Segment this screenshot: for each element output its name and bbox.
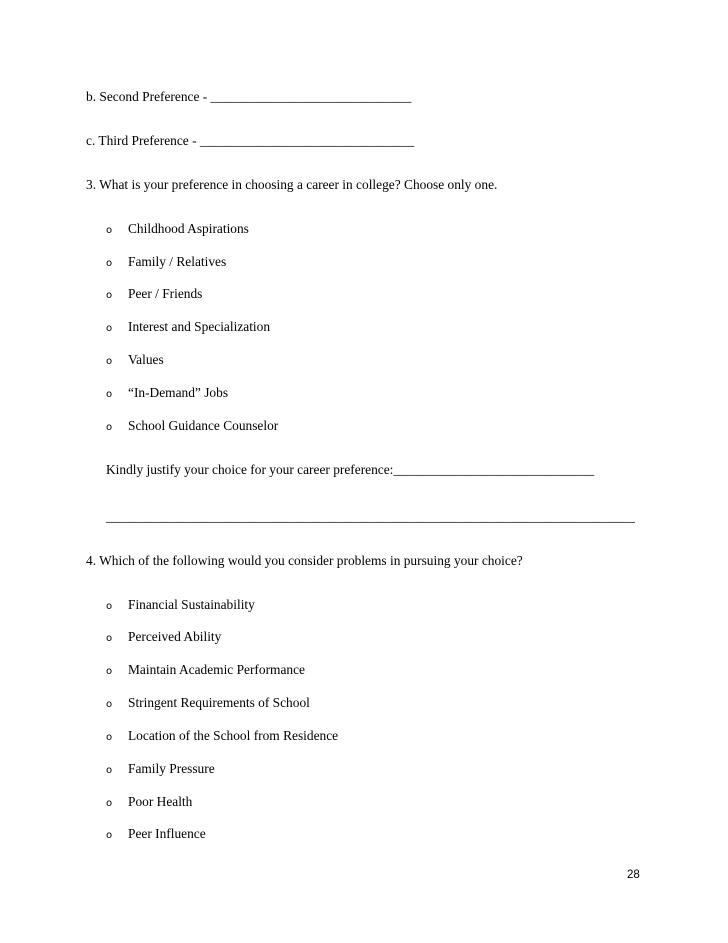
option-label: Peer / Friends bbox=[128, 286, 203, 301]
option-label: Financial Sustainability bbox=[128, 597, 255, 612]
radio-bullet-icon: o bbox=[106, 765, 113, 776]
q3-option-childhood[interactable] bbox=[106, 221, 249, 237]
q3-option-family[interactable] bbox=[106, 254, 226, 270]
radio-bullet-icon: o bbox=[106, 422, 113, 433]
radio-bullet-icon: o bbox=[106, 258, 113, 269]
option-label: Poor Health bbox=[128, 794, 193, 809]
radio-bullet-icon: o bbox=[106, 732, 113, 743]
justify-answer-line: _______________________________________________________________________________ bbox=[106, 509, 635, 524]
q4-option-family-pressure[interactable] bbox=[106, 761, 215, 777]
option-label: Peer Influence bbox=[128, 826, 206, 841]
q3-option-in-demand[interactable] bbox=[106, 385, 228, 401]
q4-option-location[interactable] bbox=[106, 728, 338, 744]
radio-bullet-icon: o bbox=[106, 798, 113, 809]
option-label: Stringent Requirements of School bbox=[128, 695, 310, 710]
radio-bullet-icon: o bbox=[106, 323, 113, 334]
option-label: Family / Relatives bbox=[128, 254, 227, 269]
option-label: School Guidance Counselor bbox=[128, 418, 279, 433]
q4-option-health[interactable] bbox=[106, 794, 192, 810]
radio-bullet-icon: o bbox=[106, 830, 113, 841]
radio-bullet-icon: o bbox=[106, 666, 113, 677]
option-label: Perceived Ability bbox=[128, 629, 222, 644]
q3-option-values[interactable] bbox=[106, 352, 164, 368]
option-label: Maintain Academic Performance bbox=[128, 662, 305, 677]
third-preference-line: c. Third Preference - ________________________________ bbox=[86, 133, 415, 148]
justify-prompt: Kindly justify your choice for your career preference:______________________________ bbox=[106, 462, 595, 477]
question-3: 3. What is your preference in choosing a career in college? Choose only one. bbox=[86, 177, 498, 192]
option-label: Family Pressure bbox=[128, 761, 215, 776]
option-label: “In-Demand” Jobs bbox=[128, 385, 229, 400]
q4-option-requirements[interactable] bbox=[106, 695, 310, 711]
page-number: 28 bbox=[627, 869, 640, 881]
option-label: Interest and Specialization bbox=[128, 319, 271, 334]
q3-option-peer[interactable] bbox=[106, 286, 202, 302]
radio-bullet-icon: o bbox=[106, 356, 113, 367]
option-label: Childhood Aspirations bbox=[128, 221, 249, 236]
q3-option-interest[interactable] bbox=[106, 319, 270, 335]
q4-option-ability[interactable] bbox=[106, 629, 221, 645]
radio-bullet-icon: o bbox=[106, 699, 113, 710]
option-label: Values bbox=[128, 352, 164, 367]
option-label: Location of the School from Residence bbox=[128, 728, 339, 743]
radio-bullet-icon: o bbox=[106, 225, 113, 236]
second-preference-line: b. Second Preference - ______________________________ bbox=[86, 89, 412, 104]
radio-bullet-icon: o bbox=[106, 389, 113, 400]
q3-option-guidance[interactable] bbox=[106, 418, 278, 434]
radio-bullet-icon: o bbox=[106, 601, 113, 612]
radio-bullet-icon: o bbox=[106, 633, 113, 644]
q4-option-financial[interactable] bbox=[106, 597, 255, 613]
q4-option-peer-influence[interactable] bbox=[106, 826, 206, 842]
q4-option-academic[interactable] bbox=[106, 662, 305, 678]
radio-bullet-icon: o bbox=[106, 290, 113, 301]
question-4: 4. Which of the following would you consider problems in pursuing your choice? bbox=[86, 553, 523, 568]
